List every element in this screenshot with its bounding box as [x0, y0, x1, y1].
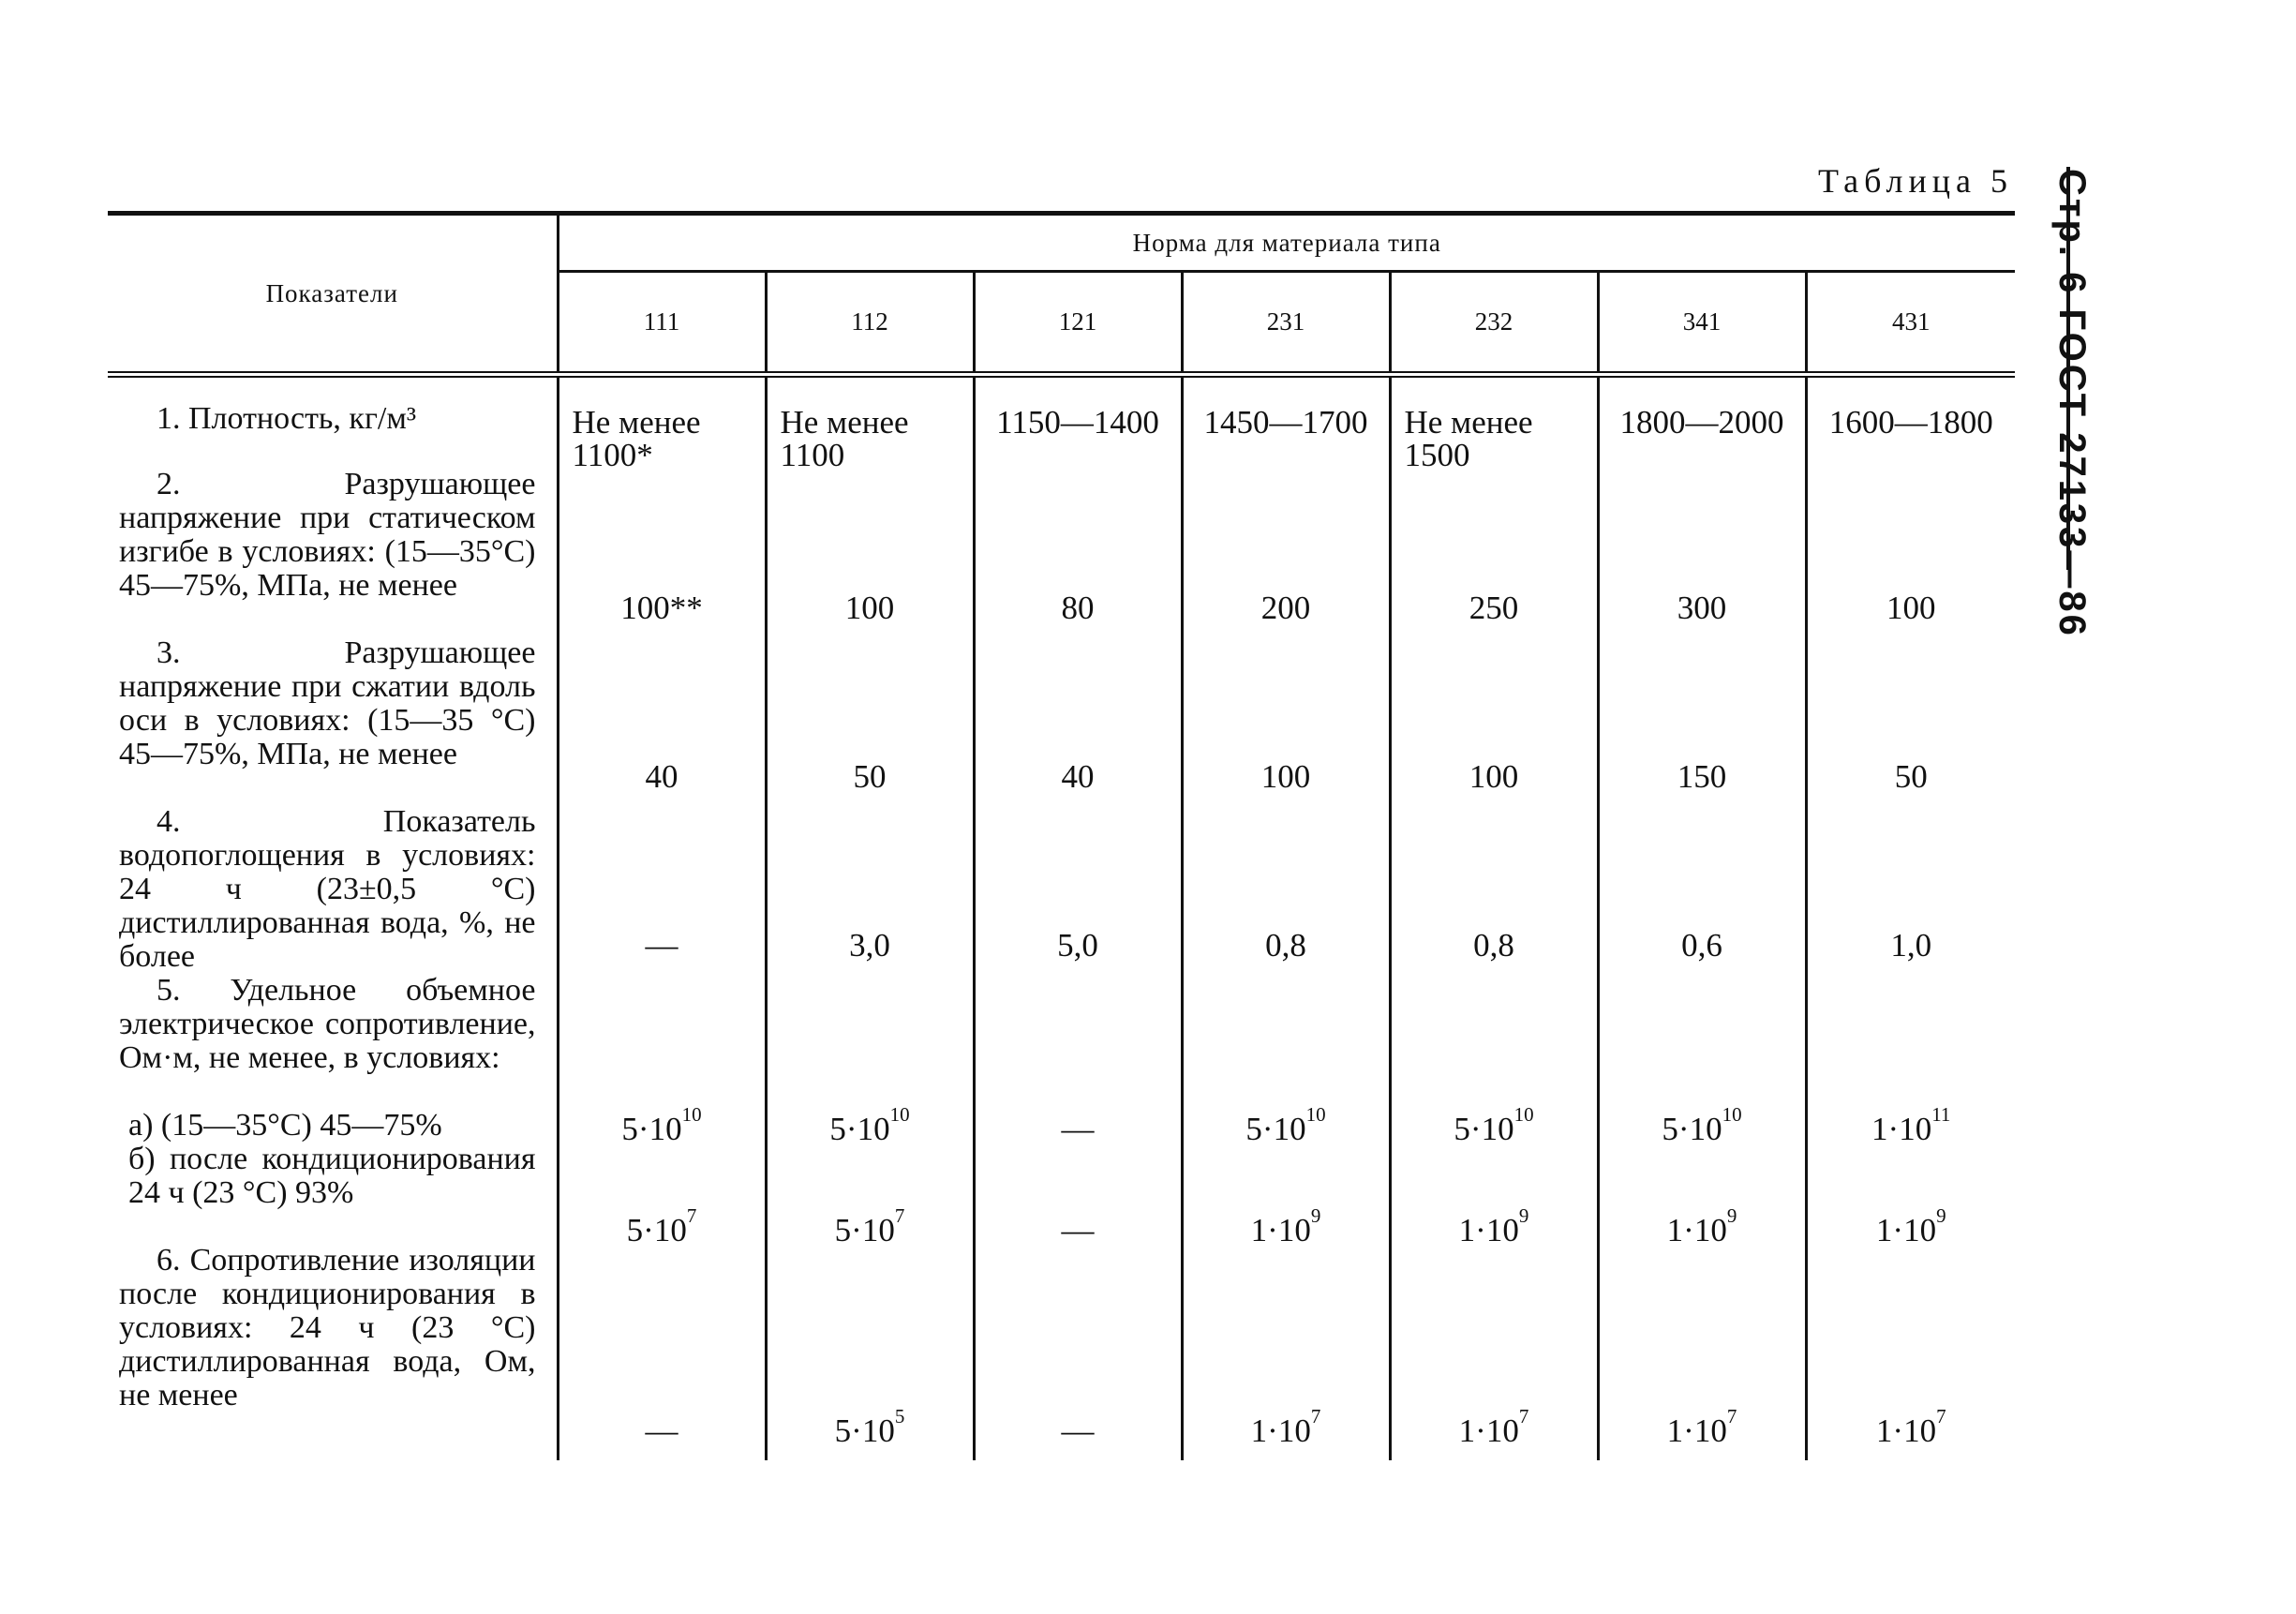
- resistance-a-value: $1\cdot 10^{11}$: [1871, 1103, 1951, 1147]
- header-type: 111: [558, 272, 766, 375]
- param-column: [108, 375, 558, 1461]
- type-column: [766, 375, 974, 1461]
- compression-value: 50: [853, 758, 887, 795]
- density-value: 1450—1700: [1203, 404, 1368, 441]
- param-absorption: 4. Показатель водопоглощения в условиях: 24 ч (23±0,5 °С) дистиллированная вода, %, не более: [119, 804, 536, 974]
- param-resistance-a: а) (15—35°С) 45—75%: [128, 1108, 442, 1143]
- norms-table: [108, 211, 2015, 1460]
- bending-value: 80: [1061, 590, 1095, 626]
- insulation-value: —: [645, 1412, 678, 1449]
- type-column: [558, 375, 766, 1461]
- absorption-value: 0,8: [1473, 927, 1514, 964]
- absorption-value: 1,0: [1890, 927, 1932, 964]
- absorption-value: 0,6: [1681, 927, 1722, 964]
- resistance-a-value: $5\cdot 10^{10}$: [829, 1103, 910, 1147]
- type-column: [1598, 375, 1806, 1461]
- compression-value: 100: [1469, 758, 1519, 795]
- header-type: 341: [1598, 272, 1806, 375]
- bending-value: 200: [1260, 590, 1311, 626]
- header-type: 112: [766, 272, 974, 375]
- resistance-b-value: $1\cdot 10^9$: [1458, 1204, 1529, 1248]
- compression-value: 50: [1894, 758, 1928, 795]
- resistance-b-value: $5\cdot 10^7$: [626, 1204, 697, 1248]
- header-param: Показатели: [108, 216, 558, 375]
- header-type: 431: [1806, 272, 2015, 375]
- param-insulation: 6. Сопротивление изоляции после кондиционирования в условиях: 24 ч (23 °С) дистиллированная вода, Ом, не менее: [119, 1243, 536, 1412]
- absorption-value: 5,0: [1057, 927, 1098, 964]
- insulation-value: $1\cdot 10^7$: [1875, 1405, 1946, 1449]
- absorption-value: —: [645, 927, 678, 964]
- resistance-a-value: $5\cdot 10^{10}$: [621, 1103, 702, 1147]
- type-column: [1390, 375, 1598, 1461]
- table-caption: Таблица 5: [1818, 162, 2013, 200]
- insulation-value: $1\cdot 10^7$: [1458, 1405, 1529, 1449]
- param-volume-resistance: 5. Удельное объемное электрическое сопротивление, Ом·м, не менее, в условиях:: [119, 973, 536, 1075]
- resistance-a-value: —: [1061, 1110, 1095, 1147]
- absorption-value: 3,0: [849, 927, 890, 964]
- bending-value: 100: [844, 590, 895, 626]
- header-type: 231: [1182, 272, 1390, 375]
- insulation-value: $5\cdot 10^5$: [834, 1405, 905, 1449]
- insulation-value: $1\cdot 10^7$: [1250, 1405, 1321, 1449]
- header-group: Норма для материала типа: [558, 216, 2015, 272]
- density-value: Не менее 1500: [1404, 404, 1533, 473]
- insulation-value: $1\cdot 10^7$: [1666, 1405, 1737, 1449]
- compression-value: 100: [1260, 758, 1311, 795]
- insulation-value: —: [1061, 1412, 1095, 1449]
- resistance-b-value: $1\cdot 10^9$: [1250, 1204, 1321, 1248]
- density-value: 1600—1800: [1828, 404, 1993, 441]
- type-column: [1182, 375, 1390, 1461]
- resistance-a-value: $5\cdot 10^{10}$: [1454, 1103, 1534, 1147]
- density-value: 1800—2000: [1619, 404, 1784, 441]
- resistance-b-value: $1\cdot 10^9$: [1875, 1204, 1946, 1248]
- param-compression: 3. Разрушающее напряжение при сжатии вдоль оси в условиях: (15—35 °С) 45—75%, МПа, не менее: [119, 635, 536, 771]
- compression-value: 40: [1061, 758, 1095, 795]
- param-resistance-b: б) после кондиционирования 24 ч (23 °С) 93%: [128, 1142, 536, 1210]
- resistance-a-value: $5\cdot 10^{10}$: [1662, 1103, 1742, 1147]
- page-side-label: Стр. 6 ГОСТ 27133—86: [2051, 169, 2093, 638]
- compression-value: 150: [1677, 758, 1727, 795]
- bending-value: 300: [1677, 590, 1727, 626]
- bending-value: 100: [1886, 590, 1936, 626]
- resistance-a-value: $5\cdot 10^{10}$: [1245, 1103, 1326, 1147]
- resistance-b-value: $5\cdot 10^7$: [834, 1204, 905, 1248]
- density-value: Не менее 1100*: [572, 404, 701, 473]
- bending-value: 100**: [620, 590, 703, 626]
- type-column: [1806, 375, 2015, 1461]
- resistance-b-value: —: [1061, 1211, 1095, 1248]
- absorption-value: 0,8: [1265, 927, 1306, 964]
- header-type: 232: [1390, 272, 1598, 375]
- resistance-b-value: $1\cdot 10^9$: [1666, 1204, 1737, 1248]
- header-type: 121: [974, 272, 1182, 375]
- compression-value: 40: [645, 758, 678, 795]
- type-column: [974, 375, 1182, 1461]
- bending-value: 250: [1469, 590, 1519, 626]
- param-density: 1. Плотность, кг/м³: [157, 401, 417, 436]
- param-bending: 2. Разрушающее напряжение при статическом изгибе в условиях: (15—35°С) 45—75%, МПа, не менее: [119, 467, 536, 603]
- density-value: Не менее 1100: [780, 404, 909, 473]
- density-value: 1150—1400: [996, 404, 1159, 441]
